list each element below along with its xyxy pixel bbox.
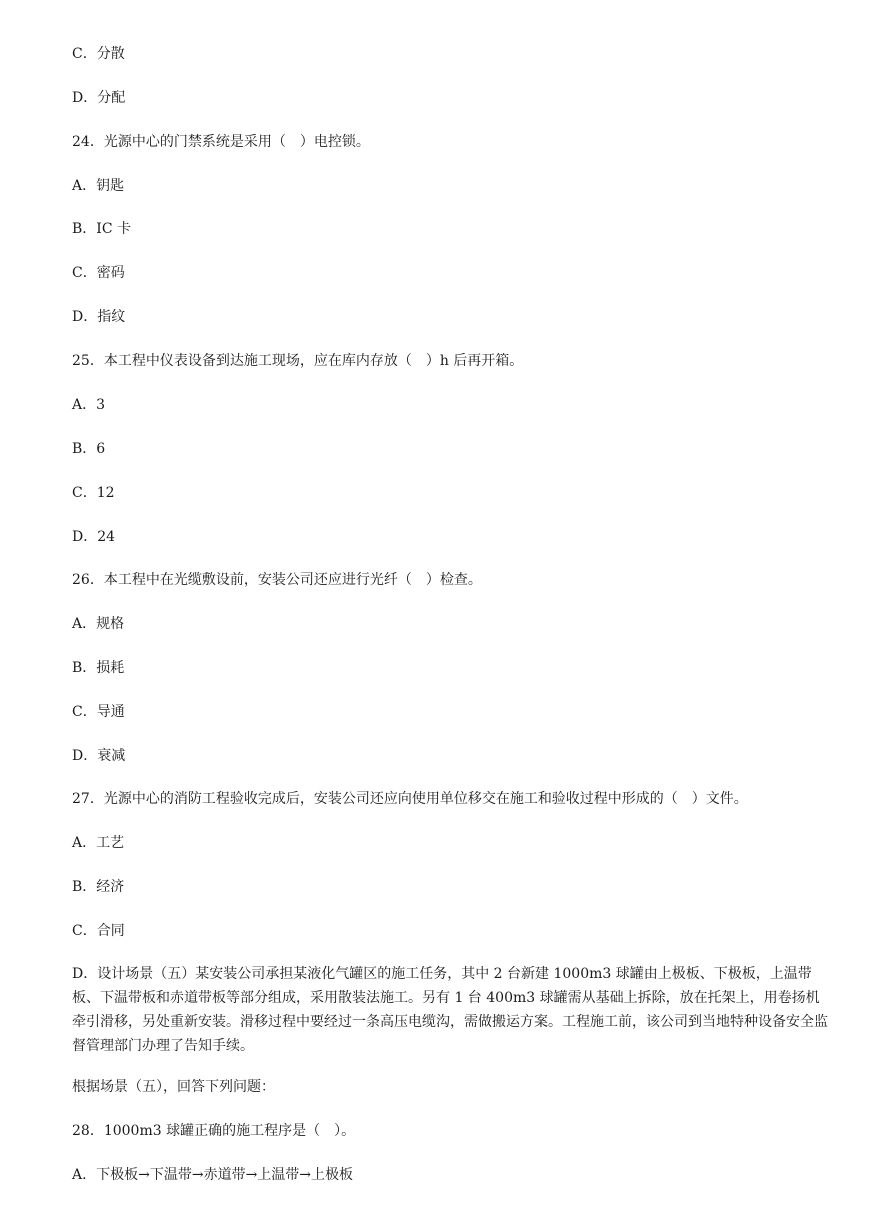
option-b-24: B．IC 卡 (72, 221, 131, 237)
option-a-26: A．规格 (72, 616, 125, 632)
scenario-five-paragraph: D．设计场景（五）某安装公司承担某液化气罐区的施工任务，其中 2 台新建 1000m3 球罐由上极板、下极板，上温带板、下温带板和赤道带板等部分组成，采用散装法施工。另有 1 台 400m3 球罐需从基础上拆除，放在托架上，用卷扬机牵引滑移，另处重新安装。滑移过程中要经过一条高压电缆沟，需做搬运方案。工程施工前，该公司到当地特种设备安全监督管理部门办理了告知手续。 (72, 966, 828, 1054)
option-b-25: B．6 (72, 441, 106, 457)
option-c-24: C．密码 (72, 265, 125, 281)
scenario-five-prompt: 根据场景（五），回答下列问题： (72, 1079, 275, 1095)
option-a-24: A．钥匙 (72, 178, 125, 194)
option-b-26: B．损耗 (72, 660, 125, 676)
option-a-25: A．3 (72, 397, 106, 413)
option-c-23: C．分散 (72, 46, 125, 62)
option-c-25: C．12 (72, 485, 115, 501)
question-25: 25．本工程中仪表设备到达施工现场，应在库内存放（ ）h 后再开箱。 (72, 353, 524, 369)
option-b-27: B．经济 (72, 879, 125, 895)
option-c-27: C．合同 (72, 923, 125, 939)
option-d-26: D．衰减 (72, 748, 126, 764)
option-a-27: A．工艺 (72, 835, 125, 851)
question-27: 27．光源中心的消防工程验收完成后，安装公司还应向使用单位移交在施工和验收过程中形成的（ ）文件。 (72, 791, 748, 807)
option-d-23: D．分配 (72, 90, 126, 106)
option-d-25: D．24 (72, 529, 116, 545)
question-28: 28．1000m3 球罐正确的施工程序是（ ）。 (72, 1123, 356, 1139)
question-24: 24．光源中心的门禁系统是采用（ ）电控锁。 (72, 134, 370, 150)
option-a-28: A．下极板→下温带→赤道带→上温带→上极板 (72, 1167, 354, 1183)
question-26: 26．本工程中在光缆敷设前，安装公司还应进行光纤（ ）检查。 (72, 572, 482, 588)
option-d-24: D．指纹 (72, 309, 126, 325)
option-c-26: C．导通 (72, 704, 125, 720)
